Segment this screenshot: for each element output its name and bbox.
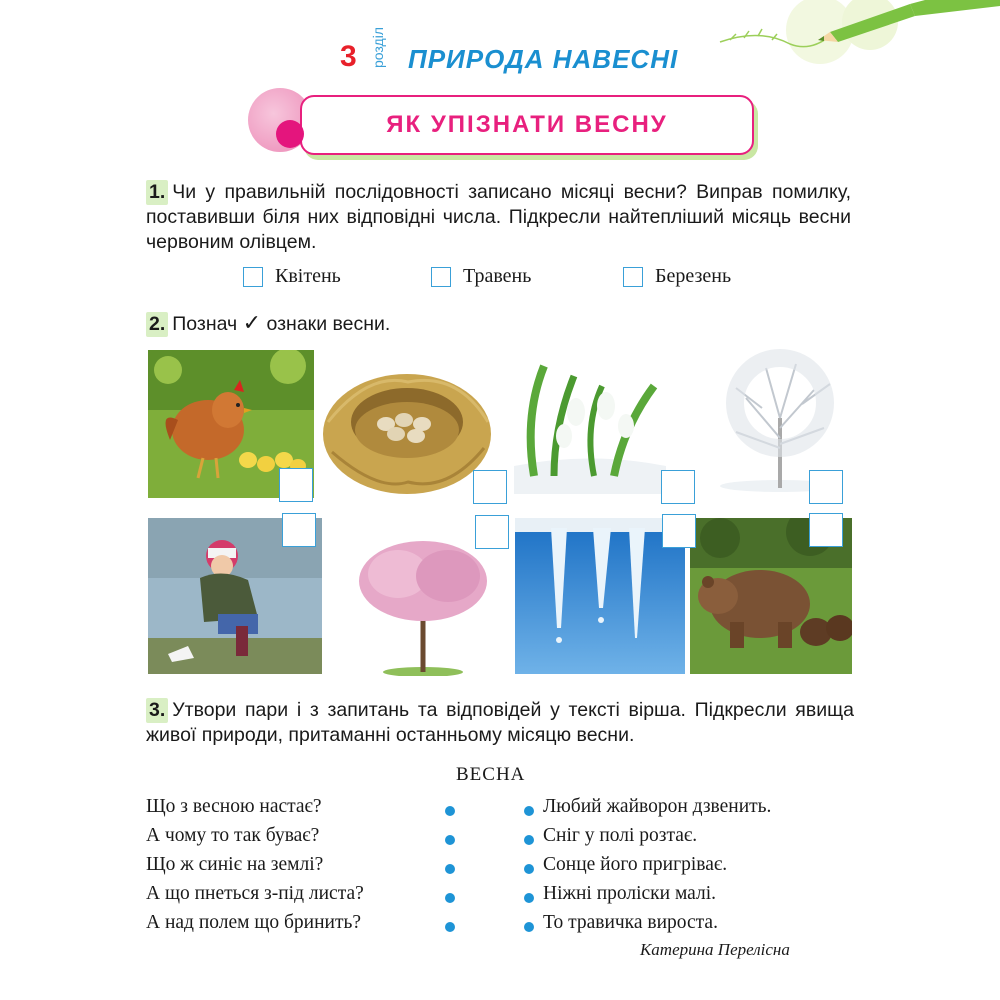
answer-box[interactable] bbox=[809, 513, 843, 547]
answer-box[interactable] bbox=[279, 468, 313, 502]
section-number: 3 bbox=[340, 40, 357, 73]
task-3 bbox=[146, 698, 854, 748]
poem-answer: Ніжні проліски малі. bbox=[543, 883, 717, 904]
check-mark-icon: ✓ bbox=[242, 310, 262, 335]
task-1-number: 1. bbox=[146, 180, 168, 205]
answer-box[interactable] bbox=[473, 470, 507, 504]
month-item bbox=[623, 265, 731, 288]
poem-question: А над полем що бринить? bbox=[146, 912, 362, 933]
poem-answer: Сніг у полі розтає. bbox=[543, 825, 698, 846]
match-dot-right[interactable] bbox=[524, 893, 534, 903]
match-dot-left[interactable] bbox=[445, 922, 455, 932]
poem-answer: Любий жайворон дзвенить. bbox=[543, 796, 772, 817]
photo-icicles bbox=[515, 518, 685, 674]
task-1-text: Чи у правильній послідовності записано місяці весни? Виправ помилку, поставивши біля них відповідні числа. Підкресли найтепліший місяць весни червоним олівцем. bbox=[146, 181, 851, 253]
match-dot-right[interactable] bbox=[524, 835, 534, 845]
task-2-text-before: Познач bbox=[172, 313, 238, 335]
photo-bird-nest bbox=[318, 352, 496, 502]
photo-snowdrops bbox=[514, 356, 666, 494]
magenta-circle-decoration bbox=[276, 120, 304, 148]
poem-answer: То травичка вироста. bbox=[543, 912, 718, 933]
poem-title: ВЕСНА bbox=[456, 764, 526, 785]
month-label: Березень bbox=[655, 265, 732, 287]
answer-box[interactable] bbox=[661, 470, 695, 504]
match-dot-left[interactable] bbox=[445, 864, 455, 874]
poem-answer: Сонце його пригріває. bbox=[543, 854, 728, 875]
task-2-number: 2. bbox=[146, 312, 168, 337]
topic-title: ЯК УПІЗНАТИ ВЕСНУ bbox=[386, 111, 668, 138]
match-dot-right[interactable] bbox=[524, 864, 534, 874]
month-checkbox[interactable] bbox=[431, 267, 451, 287]
match-dot-left[interactable] bbox=[445, 835, 455, 845]
month-checkbox[interactable] bbox=[243, 267, 263, 287]
task-3-number: 3. bbox=[146, 698, 168, 723]
task-1 bbox=[146, 180, 851, 255]
poem-author: Катерина Перелісна bbox=[640, 940, 790, 959]
match-dot-right[interactable] bbox=[524, 922, 534, 932]
poem-question: Що з весною настає? bbox=[146, 796, 322, 817]
month-item bbox=[431, 265, 531, 288]
poem-question: А що пнеться з-під листа? bbox=[146, 883, 364, 904]
task-3-text: Утвори пари і з запитань та відповідей у тексті вірша. Підкресли явища живої природи, притаманні останньому місяцю весни. bbox=[146, 699, 854, 746]
answer-box[interactable] bbox=[282, 513, 316, 547]
section-word bbox=[368, 20, 398, 70]
answer-box[interactable] bbox=[662, 514, 696, 548]
match-dot-left[interactable] bbox=[445, 893, 455, 903]
section-word-text: розділ bbox=[370, 27, 386, 68]
month-label: Травень bbox=[463, 265, 532, 287]
task-2 bbox=[146, 310, 746, 337]
answer-box[interactable] bbox=[475, 515, 509, 549]
task-2-text-after: ознаки весни. bbox=[266, 313, 391, 335]
poem-question: Що ж синіє на землі? bbox=[146, 854, 324, 875]
month-checkbox[interactable] bbox=[623, 267, 643, 287]
month-label: Квітень bbox=[275, 265, 341, 287]
month-item bbox=[243, 265, 341, 288]
match-dot-right[interactable] bbox=[524, 806, 534, 816]
poem-question: А чому то так буває? bbox=[146, 825, 320, 846]
pencil-decoration bbox=[700, 0, 1000, 80]
topic-title-box bbox=[300, 95, 754, 155]
section-title: ПРИРОДА НАВЕСНІ bbox=[408, 44, 679, 74]
answer-box[interactable] bbox=[809, 470, 843, 504]
months-list bbox=[243, 265, 763, 295]
match-dot-left[interactable] bbox=[445, 806, 455, 816]
